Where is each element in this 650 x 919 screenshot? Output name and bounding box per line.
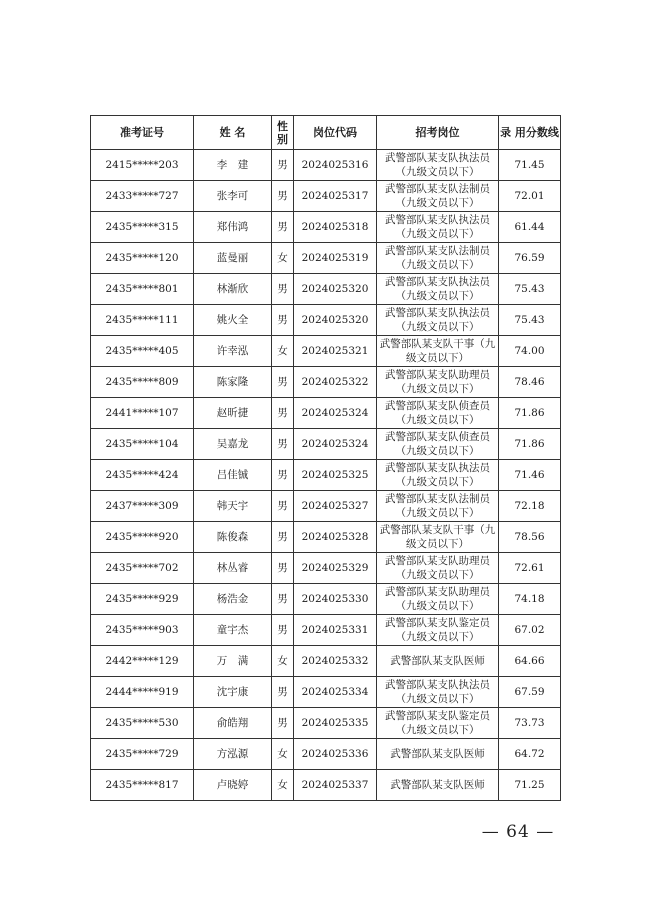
cell-name: 吴嘉龙 xyxy=(194,429,272,460)
cell-exam-id: 2435*****809 xyxy=(91,367,194,398)
cell-exam-id: 2435*****817 xyxy=(91,770,194,801)
cell-gender: 男 xyxy=(272,677,294,708)
cell-post-code: 2024025328 xyxy=(294,522,377,553)
cell-gender: 女 xyxy=(272,646,294,677)
cell-score: 71.86 xyxy=(499,398,561,429)
cell-post-code: 2024025335 xyxy=(294,708,377,739)
cell-name: 陈家隆 xyxy=(194,367,272,398)
cell-post-code: 2024025318 xyxy=(294,212,377,243)
cell-post: 武警部队某支队鉴定员（九级文员以下） xyxy=(377,615,499,646)
cell-post: 武警部队某支队干事（九级文员以下） xyxy=(377,522,499,553)
header-post: 招考岗位 xyxy=(377,116,499,150)
cell-score: 64.72 xyxy=(499,739,561,770)
cell-score: 71.86 xyxy=(499,429,561,460)
cell-gender: 男 xyxy=(272,429,294,460)
cell-score: 74.00 xyxy=(499,336,561,367)
cell-post-code: 2024025337 xyxy=(294,770,377,801)
cell-post: 武警部队某支队法制员（九级文员以下） xyxy=(377,243,499,274)
table-row xyxy=(91,305,561,336)
cell-score: 75.43 xyxy=(499,305,561,336)
cell-post: 武警部队某支队执法员（九级文员以下） xyxy=(377,150,499,181)
header-name: 姓 名 xyxy=(194,116,272,150)
cell-exam-id: 2435*****120 xyxy=(91,243,194,274)
cell-exam-id: 2435*****405 xyxy=(91,336,194,367)
cell-post-code: 2024025329 xyxy=(294,553,377,584)
cell-post: 武警部队某支队侦查员（九级文员以下） xyxy=(377,429,499,460)
cell-name: 林丛睿 xyxy=(194,553,272,584)
cell-score: 73.73 xyxy=(499,708,561,739)
header-exam-id: 准考证号 xyxy=(91,116,194,150)
cell-post: 武警部队某支队鉴定员（九级文员以下） xyxy=(377,708,499,739)
cell-exam-id: 2444*****919 xyxy=(91,677,194,708)
cell-gender: 男 xyxy=(272,398,294,429)
cell-post: 武警部队某支队医师 xyxy=(377,646,499,677)
cell-post-code: 2024025334 xyxy=(294,677,377,708)
cell-gender: 男 xyxy=(272,708,294,739)
cell-name: 俞皓翔 xyxy=(194,708,272,739)
cell-post: 武警部队某支队执法员（九级文员以下） xyxy=(377,274,499,305)
cell-gender: 女 xyxy=(272,243,294,274)
table-row xyxy=(91,398,561,429)
table-row xyxy=(91,491,561,522)
cell-name: 陈俊森 xyxy=(194,522,272,553)
cell-name: 方泓源 xyxy=(194,739,272,770)
cell-post-code: 2024025321 xyxy=(294,336,377,367)
cell-post: 武警部队某支队干事（九级文员以下） xyxy=(377,336,499,367)
table-row xyxy=(91,677,561,708)
cell-score: 72.18 xyxy=(499,491,561,522)
table-row xyxy=(91,770,561,801)
cell-gender: 男 xyxy=(272,553,294,584)
cell-name: 张李可 xyxy=(194,181,272,212)
cell-post: 武警部队某支队医师 xyxy=(377,739,499,770)
cell-score: 75.43 xyxy=(499,274,561,305)
table-row xyxy=(91,367,561,398)
cell-post-code: 2024025317 xyxy=(294,181,377,212)
cell-post-code: 2024025319 xyxy=(294,243,377,274)
cell-exam-id: 2435*****929 xyxy=(91,584,194,615)
cell-post: 武警部队某支队医师 xyxy=(377,770,499,801)
cell-score: 64.66 xyxy=(499,646,561,677)
cell-post: 武警部队某支队执法员（九级文员以下） xyxy=(377,460,499,491)
cell-gender: 男 xyxy=(272,274,294,305)
cell-post-code: 2024025325 xyxy=(294,460,377,491)
header-gender: 性别 xyxy=(272,116,294,150)
cell-post-code: 2024025322 xyxy=(294,367,377,398)
table-row xyxy=(91,212,561,243)
table-row xyxy=(91,739,561,770)
cell-gender: 男 xyxy=(272,305,294,336)
admission-score-table xyxy=(90,115,561,801)
cell-name: 卢晓婷 xyxy=(194,770,272,801)
table-row xyxy=(91,429,561,460)
cell-exam-id: 2437*****309 xyxy=(91,491,194,522)
cell-exam-id: 2435*****903 xyxy=(91,615,194,646)
table-row xyxy=(91,708,561,739)
cell-post: 武警部队某支队助理员（九级文员以下） xyxy=(377,584,499,615)
table-row xyxy=(91,646,561,677)
table-header-row xyxy=(91,116,561,150)
table-body xyxy=(91,150,561,801)
cell-post-code: 2024025327 xyxy=(294,491,377,522)
cell-gender: 男 xyxy=(272,460,294,491)
table-row xyxy=(91,274,561,305)
header-score: 录 用分数线 xyxy=(499,116,561,150)
cell-post-code: 2024025320 xyxy=(294,305,377,336)
cell-gender: 男 xyxy=(272,181,294,212)
cell-post-code: 2024025324 xyxy=(294,398,377,429)
cell-exam-id: 2435*****702 xyxy=(91,553,194,584)
cell-name: 万 满 xyxy=(194,646,272,677)
cell-name: 李 建 xyxy=(194,150,272,181)
cell-post-code: 2024025330 xyxy=(294,584,377,615)
cell-name: 许幸泓 xyxy=(194,336,272,367)
cell-gender: 女 xyxy=(272,770,294,801)
cell-name: 韩天宇 xyxy=(194,491,272,522)
cell-name: 童宇杰 xyxy=(194,615,272,646)
cell-exam-id: 2435*****104 xyxy=(91,429,194,460)
cell-gender: 女 xyxy=(272,739,294,770)
cell-exam-id: 2435*****801 xyxy=(91,274,194,305)
cell-exam-id: 2433*****727 xyxy=(91,181,194,212)
cell-name: 蓝曼丽 xyxy=(194,243,272,274)
cell-exam-id: 2435*****729 xyxy=(91,739,194,770)
cell-exam-id: 2441*****107 xyxy=(91,398,194,429)
cell-score: 71.46 xyxy=(499,460,561,491)
table-row xyxy=(91,553,561,584)
cell-score: 67.59 xyxy=(499,677,561,708)
cell-score: 72.01 xyxy=(499,181,561,212)
cell-post-code: 2024025336 xyxy=(294,739,377,770)
cell-gender: 男 xyxy=(272,615,294,646)
cell-score: 76.59 xyxy=(499,243,561,274)
cell-name: 沈宇康 xyxy=(194,677,272,708)
cell-score: 61.44 xyxy=(499,212,561,243)
cell-gender: 男 xyxy=(272,150,294,181)
cell-gender: 女 xyxy=(272,336,294,367)
cell-score: 71.45 xyxy=(499,150,561,181)
cell-name: 林渐欣 xyxy=(194,274,272,305)
cell-post: 武警部队某支队侦查员（九级文员以下） xyxy=(377,398,499,429)
table-row xyxy=(91,243,561,274)
cell-post-code: 2024025316 xyxy=(294,150,377,181)
table-row xyxy=(91,336,561,367)
cell-post: 武警部队某支队助理员（九级文员以下） xyxy=(377,367,499,398)
table-row xyxy=(91,181,561,212)
cell-exam-id: 2435*****315 xyxy=(91,212,194,243)
cell-score: 78.46 xyxy=(499,367,561,398)
table-row xyxy=(91,522,561,553)
cell-gender: 男 xyxy=(272,367,294,398)
cell-exam-id: 2442*****129 xyxy=(91,646,194,677)
cell-name: 吕佳铖 xyxy=(194,460,272,491)
cell-score: 78.56 xyxy=(499,522,561,553)
cell-post: 武警部队某支队法制员（九级文员以下） xyxy=(377,181,499,212)
cell-post: 武警部队某支队执法员（九级文员以下） xyxy=(377,212,499,243)
table-row xyxy=(91,615,561,646)
cell-gender: 男 xyxy=(272,584,294,615)
cell-post: 武警部队某支队法制员（九级文员以下） xyxy=(377,491,499,522)
cell-name: 郑伟鸿 xyxy=(194,212,272,243)
cell-score: 72.61 xyxy=(499,553,561,584)
cell-exam-id: 2435*****920 xyxy=(91,522,194,553)
cell-score: 71.25 xyxy=(499,770,561,801)
cell-exam-id: 2415*****203 xyxy=(91,150,194,181)
cell-score: 67.02 xyxy=(499,615,561,646)
cell-name: 杨浩金 xyxy=(194,584,272,615)
cell-post: 武警部队某支队助理员（九级文员以下） xyxy=(377,553,499,584)
cell-score: 74.18 xyxy=(499,584,561,615)
cell-name: 姚火全 xyxy=(194,305,272,336)
cell-gender: 男 xyxy=(272,522,294,553)
cell-exam-id: 2435*****530 xyxy=(91,708,194,739)
cell-post-code: 2024025324 xyxy=(294,429,377,460)
cell-gender: 男 xyxy=(272,491,294,522)
cell-gender: 男 xyxy=(272,212,294,243)
cell-exam-id: 2435*****424 xyxy=(91,460,194,491)
cell-name: 赵昕捷 xyxy=(194,398,272,429)
header-post-code: 岗位代码 xyxy=(294,116,377,150)
table-row xyxy=(91,584,561,615)
cell-post: 武警部队某支队执法员（九级文员以下） xyxy=(377,677,499,708)
cell-post: 武警部队某支队执法员（九级文员以下） xyxy=(377,305,499,336)
cell-post-code: 2024025320 xyxy=(294,274,377,305)
cell-post-code: 2024025331 xyxy=(294,615,377,646)
cell-post-code: 2024025332 xyxy=(294,646,377,677)
page-number: — 64 — xyxy=(481,822,555,842)
table-row xyxy=(91,150,561,181)
table-row xyxy=(91,460,561,491)
cell-exam-id: 2435*****111 xyxy=(91,305,194,336)
